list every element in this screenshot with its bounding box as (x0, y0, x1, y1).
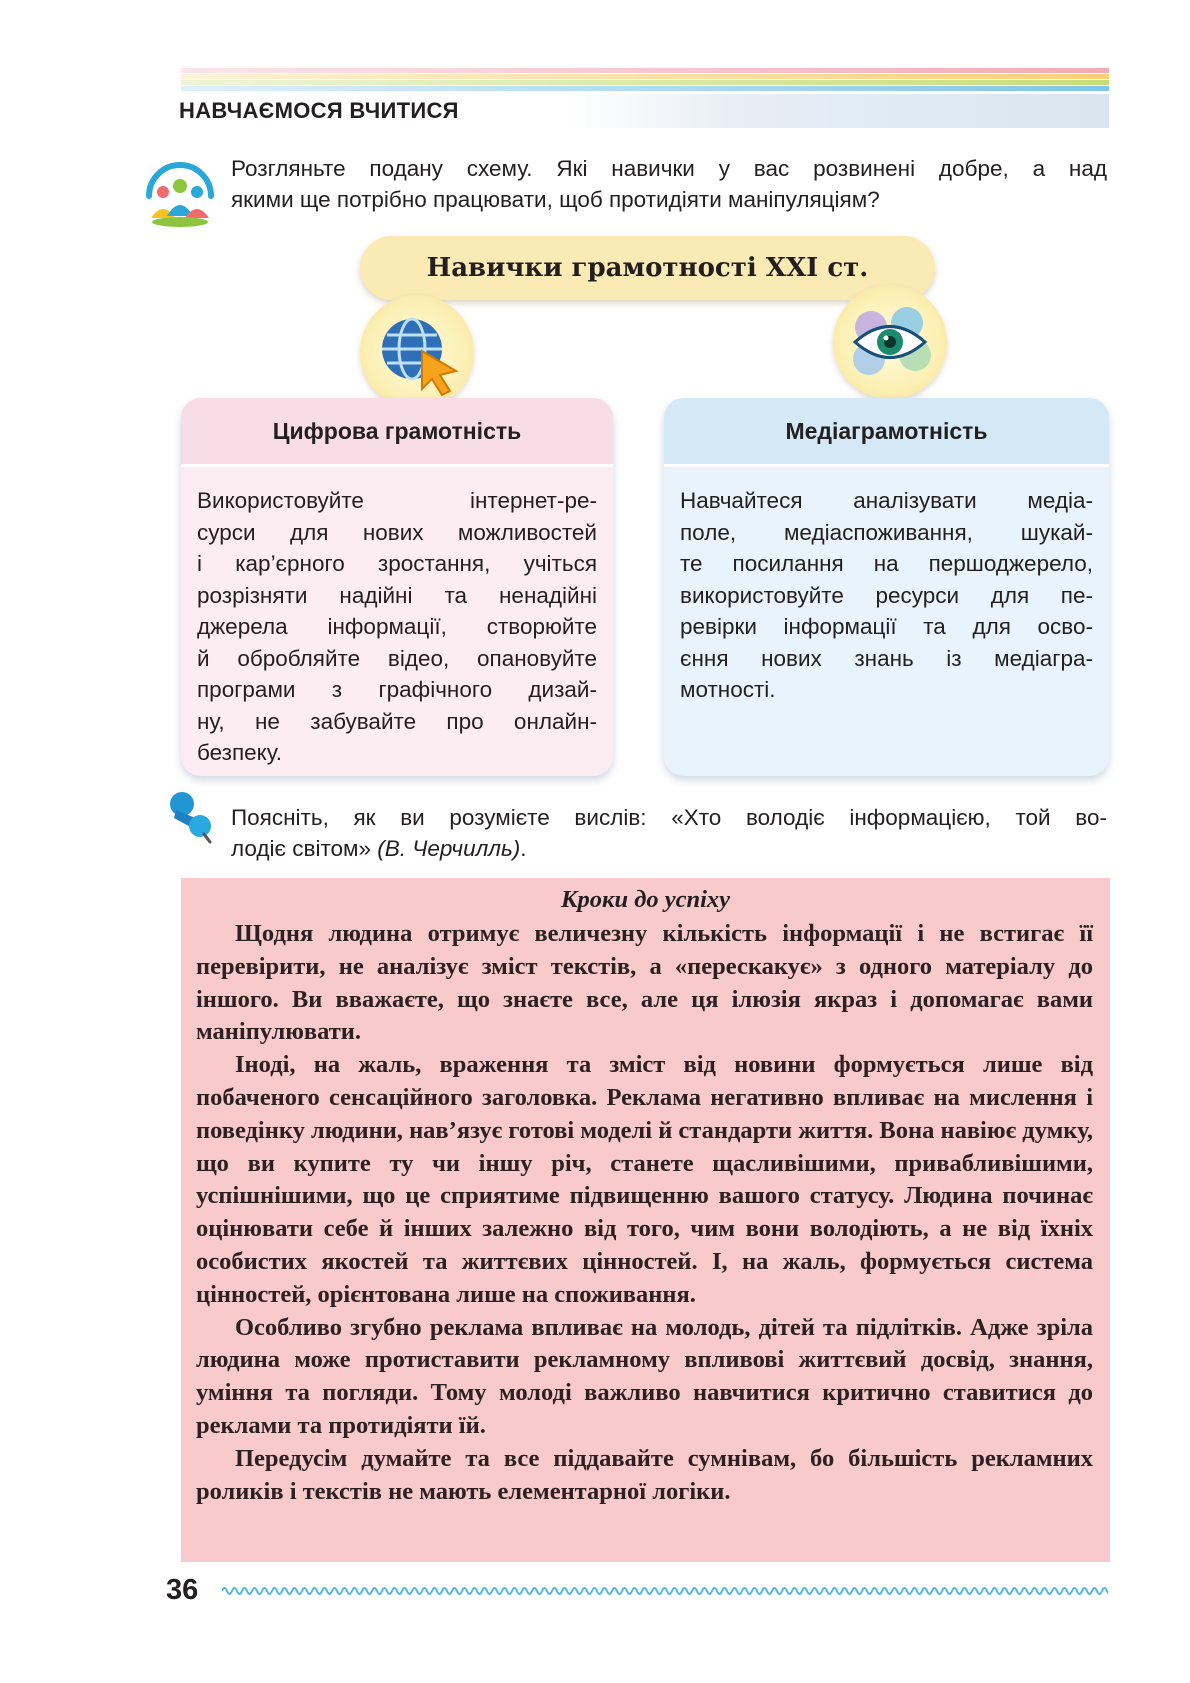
card-title: Медіаграмотність (664, 398, 1109, 467)
header-stripes (181, 68, 1109, 94)
group-discussion-icon (141, 156, 219, 234)
card-text: Використовуйте інтернет-ре- сурси для нових можливостей і кар’єрного зростання, учіться розрізняти надійні та ненадійні джерела інформації, створюйте й обробляйте відео, опановуйте програми з графічного дизай- ну, не забувайте про онлайн- безпеку. (197, 488, 597, 765)
eye-icon (833, 285, 947, 399)
globe-cursor-icon (360, 295, 474, 409)
reading-paragraph: Особливо згубно реклама впливає на молодь, дітей та підлітків. Адже зріла людина може протиставити рекламному впливові життєвий досвід, знання, уміння та погляди. Тому молоді важливо навчитися критично ставитися до реклами та протидіяти їй. (196, 1313, 1093, 1439)
card-title: Цифрова грамотність (181, 398, 613, 467)
reading-block (181, 878, 1110, 1562)
page-number: 36 (166, 1574, 199, 1606)
reading-paragraph: Іноді, на жаль, враження та зміст від новини формується лише від побаченого сенсаційного заголовка. Реклама негативно впливає на мислення і поведінку людини, нав’язує готові моделі й стандарти життя. Вона навіює думку, що ви купите ту чи іншу річ, станете щасливішими, привабливішими, успішнішими, що це сприятиме підвищенню вашого статусу. Людина починає оцінювати себе й інших залежно від того, чим вони володіють, а не від їхніх особистих якостей та життєвих цінностей. І, на жаль, формується система цінностей, орієнтована лише на споживання. (196, 1051, 1093, 1308)
pushpin-icon (166, 790, 216, 844)
reading-title: Кроки до успіху (560, 886, 731, 913)
reading-paragraph: Щодня людина отримує величезну кількість інформації і не встигає її перевірити, не аналізує зміст текстів, а «перескакує» з одного матеріалу до іншого. Ви вважаєте, що знаєте все, але ця ілюзія якраз і допомагає вами маніпулювати. (196, 920, 1093, 1046)
task-2-text: Поясніть, як ви розумієте вислів: «Хто володіє інформацією, той во- лодіє світом» (В. Черчилль). (231, 805, 1107, 861)
section-header: НАВЧАЄМОСЯ ВЧИТИСЯ (179, 94, 1109, 128)
task-1-text: Розгляньте подану схему. Які навички у вас розвинені добре, а над якими ще потрібно працювати, щоб протидіяти маніпуляціям? (231, 156, 1107, 212)
digital-literacy-card (181, 398, 613, 776)
media-literacy-card (664, 398, 1109, 776)
decorative-wave-line (222, 1584, 1108, 1598)
reading-paragraph: Передусім думайте та все піддавайте сумнівам, бо більшість рекламних роликів і текстів не мають елементарної логіки. (196, 1444, 1093, 1505)
card-text: Навчайтеся аналізувати медіа- поле, медіаспоживання, шукай- те посилання на першоджерело, використовуйте ресурси для пе- ревірки інформації та для осво- єння нових знань із медіагра- мотності. (680, 488, 1093, 702)
scheme-title: Навички грамотності XXI ст. (360, 236, 935, 300)
